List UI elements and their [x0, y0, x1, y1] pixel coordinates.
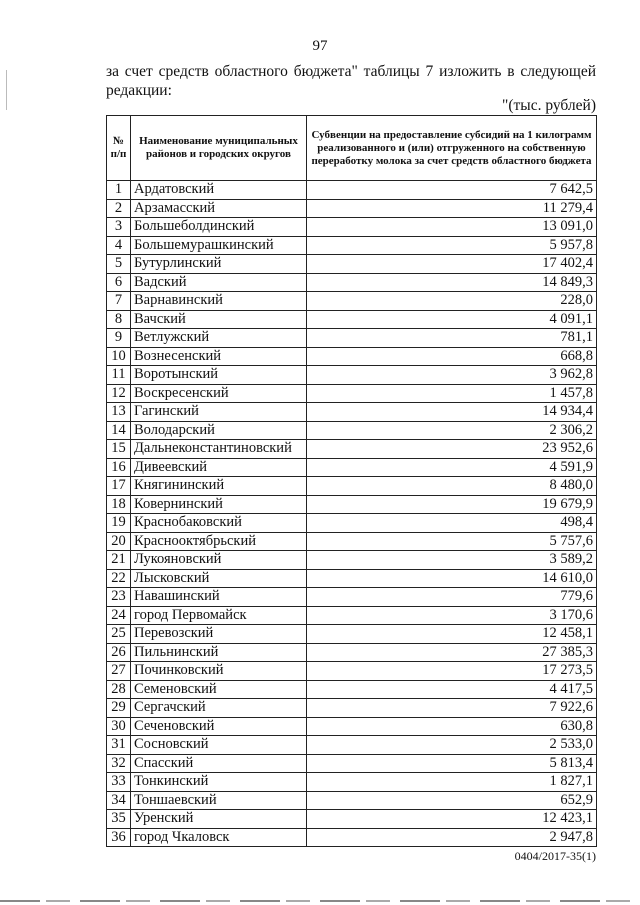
- table-header-row: [107, 116, 597, 181]
- row-value: 7 642,5: [307, 181, 597, 200]
- table-row: [107, 514, 597, 533]
- row-name: Пильнинский: [131, 643, 307, 662]
- row-number: 25: [107, 625, 131, 644]
- row-value: 3 962,8: [307, 366, 597, 385]
- row-value: 3 170,6: [307, 606, 597, 625]
- row-value: 7 922,6: [307, 699, 597, 718]
- row-number: 32: [107, 754, 131, 773]
- row-value: 781,1: [307, 329, 597, 348]
- row-name: Вачский: [131, 310, 307, 329]
- row-value: 630,8: [307, 717, 597, 736]
- row-name: Большеболдинский: [131, 218, 307, 237]
- row-name: Бутурлинский: [131, 255, 307, 274]
- row-value: 1 457,8: [307, 384, 597, 403]
- row-value: 14 610,0: [307, 569, 597, 588]
- table-row: [107, 625, 597, 644]
- header-name: Наименование муниципальных районов и городских округов: [131, 116, 307, 181]
- row-value: 2 947,8: [307, 828, 597, 847]
- row-number: 19: [107, 514, 131, 533]
- row-name: Ковернинский: [131, 495, 307, 514]
- table-row: [107, 736, 597, 755]
- table-row: [107, 181, 597, 200]
- row-number: 12: [107, 384, 131, 403]
- row-name: Княгининский: [131, 477, 307, 496]
- table-row: [107, 199, 597, 218]
- row-name: Дальнеконстантиновский: [131, 440, 307, 459]
- scan-edge-line: [0, 900, 640, 902]
- table-row: [107, 384, 597, 403]
- row-value: 8 480,0: [307, 477, 597, 496]
- row-number: 21: [107, 551, 131, 570]
- row-number: 23: [107, 588, 131, 607]
- row-name: Большемурашкинский: [131, 236, 307, 255]
- table-row: [107, 532, 597, 551]
- row-name: Семеновский: [131, 680, 307, 699]
- row-number: 20: [107, 532, 131, 551]
- row-number: 10: [107, 347, 131, 366]
- row-number: 35: [107, 810, 131, 829]
- row-name: Сеченовский: [131, 717, 307, 736]
- row-name: Тонкинский: [131, 773, 307, 792]
- row-value: 23 952,6: [307, 440, 597, 459]
- row-value: 4 091,1: [307, 310, 597, 329]
- table-row: [107, 403, 597, 422]
- row-name: Володарский: [131, 421, 307, 440]
- row-value: 19 679,9: [307, 495, 597, 514]
- intro-text: за счет средств областного бюджета" таблицы 7 изложить в следующей редакции:: [106, 63, 596, 99]
- row-number: 24: [107, 606, 131, 625]
- table-row: [107, 717, 597, 736]
- row-name: Воротынский: [131, 366, 307, 385]
- row-number: 3: [107, 218, 131, 237]
- row-name: Тоншаевский: [131, 791, 307, 810]
- table-row: [107, 440, 597, 459]
- row-value: 5 757,6: [307, 532, 597, 551]
- row-number: 18: [107, 495, 131, 514]
- table-row: [107, 477, 597, 496]
- row-number: 8: [107, 310, 131, 329]
- table-row: [107, 680, 597, 699]
- row-number: 22: [107, 569, 131, 588]
- row-value: 4 417,5: [307, 680, 597, 699]
- units-label: "(тыс. рублей): [502, 97, 596, 114]
- row-name: Воскресенский: [131, 384, 307, 403]
- table-body: [107, 181, 597, 847]
- row-value: 4 591,9: [307, 458, 597, 477]
- table-row: [107, 588, 597, 607]
- row-number: 9: [107, 329, 131, 348]
- row-number: 2: [107, 199, 131, 218]
- row-name: Навашинский: [131, 588, 307, 607]
- row-name: Починковский: [131, 662, 307, 681]
- row-name: Вознесенский: [131, 347, 307, 366]
- table-row: [107, 310, 597, 329]
- row-name: Вадский: [131, 273, 307, 292]
- table-row: [107, 662, 597, 681]
- row-value: 2 533,0: [307, 736, 597, 755]
- row-number: 17: [107, 477, 131, 496]
- row-name: Краснобаковский: [131, 514, 307, 533]
- row-number: 31: [107, 736, 131, 755]
- document-code: 0404/2017-35(1): [514, 849, 596, 863]
- row-name: Арзамасский: [131, 199, 307, 218]
- row-number: 30: [107, 717, 131, 736]
- row-name: Краснооктябрьский: [131, 532, 307, 551]
- row-value: 498,4: [307, 514, 597, 533]
- table-row: [107, 421, 597, 440]
- subsidy-table: [106, 115, 597, 847]
- table-row: [107, 606, 597, 625]
- margin-mark: [6, 70, 7, 110]
- table-row: [107, 754, 597, 773]
- row-number: 33: [107, 773, 131, 792]
- table-row: [107, 551, 597, 570]
- row-name: Ардатовский: [131, 181, 307, 200]
- row-number: 7: [107, 292, 131, 311]
- row-value: 13 091,0: [307, 218, 597, 237]
- row-name: Гагинский: [131, 403, 307, 422]
- table-row: [107, 699, 597, 718]
- table-row: [107, 828, 597, 847]
- row-value: 14 849,3: [307, 273, 597, 292]
- header-value: Субвенции на предоставление субсидий на 1 килограмм реализованного и (или) отгруженного на собственную переработку молока за счет средств областного бюджета: [307, 116, 597, 181]
- row-number: 6: [107, 273, 131, 292]
- row-value: 668,8: [307, 347, 597, 366]
- row-name: город Чкаловск: [131, 828, 307, 847]
- page-number: 97: [312, 38, 328, 54]
- row-name: Варнавинский: [131, 292, 307, 311]
- row-number: 13: [107, 403, 131, 422]
- row-value: 27 385,3: [307, 643, 597, 662]
- table-row: [107, 773, 597, 792]
- table-row: [107, 218, 597, 237]
- table-row: [107, 329, 597, 348]
- row-name: Ветлужский: [131, 329, 307, 348]
- row-number: 27: [107, 662, 131, 681]
- row-value: 652,9: [307, 791, 597, 810]
- row-name: Сосновский: [131, 736, 307, 755]
- row-number: 5: [107, 255, 131, 274]
- row-number: 4: [107, 236, 131, 255]
- row-number: 16: [107, 458, 131, 477]
- row-name: Перевозский: [131, 625, 307, 644]
- row-name: Лысковский: [131, 569, 307, 588]
- row-number: 26: [107, 643, 131, 662]
- row-value: 12 458,1: [307, 625, 597, 644]
- table-row: [107, 236, 597, 255]
- row-value: 228,0: [307, 292, 597, 311]
- row-number: 36: [107, 828, 131, 847]
- table-row: [107, 643, 597, 662]
- row-value: 2 306,2: [307, 421, 597, 440]
- row-number: 14: [107, 421, 131, 440]
- row-value: 17 402,4: [307, 255, 597, 274]
- row-number: 28: [107, 680, 131, 699]
- header-num: № п/п: [107, 116, 131, 181]
- row-number: 1: [107, 181, 131, 200]
- table-row: [107, 791, 597, 810]
- row-value: 5 813,4: [307, 754, 597, 773]
- row-value: 5 957,8: [307, 236, 597, 255]
- row-number: 15: [107, 440, 131, 459]
- row-name: Спасский: [131, 754, 307, 773]
- row-name: Сергачский: [131, 699, 307, 718]
- row-value: 12 423,1: [307, 810, 597, 829]
- table-row: [107, 273, 597, 292]
- row-name: Лукояновский: [131, 551, 307, 570]
- row-value: 779,6: [307, 588, 597, 607]
- row-number: 29: [107, 699, 131, 718]
- table-row: [107, 458, 597, 477]
- row-number: 11: [107, 366, 131, 385]
- table-row: [107, 366, 597, 385]
- table-row: [107, 569, 597, 588]
- row-value: 3 589,2: [307, 551, 597, 570]
- table-row: [107, 495, 597, 514]
- row-value: 14 934,4: [307, 403, 597, 422]
- row-number: 34: [107, 791, 131, 810]
- table-row: [107, 347, 597, 366]
- row-value: 1 827,1: [307, 773, 597, 792]
- row-name: Уренский: [131, 810, 307, 829]
- table-row: [107, 255, 597, 274]
- row-name: город Первомайск: [131, 606, 307, 625]
- table-row: [107, 292, 597, 311]
- table-row: [107, 810, 597, 829]
- row-name: Дивеевский: [131, 458, 307, 477]
- row-value: 17 273,5: [307, 662, 597, 681]
- row-value: 11 279,4: [307, 199, 597, 218]
